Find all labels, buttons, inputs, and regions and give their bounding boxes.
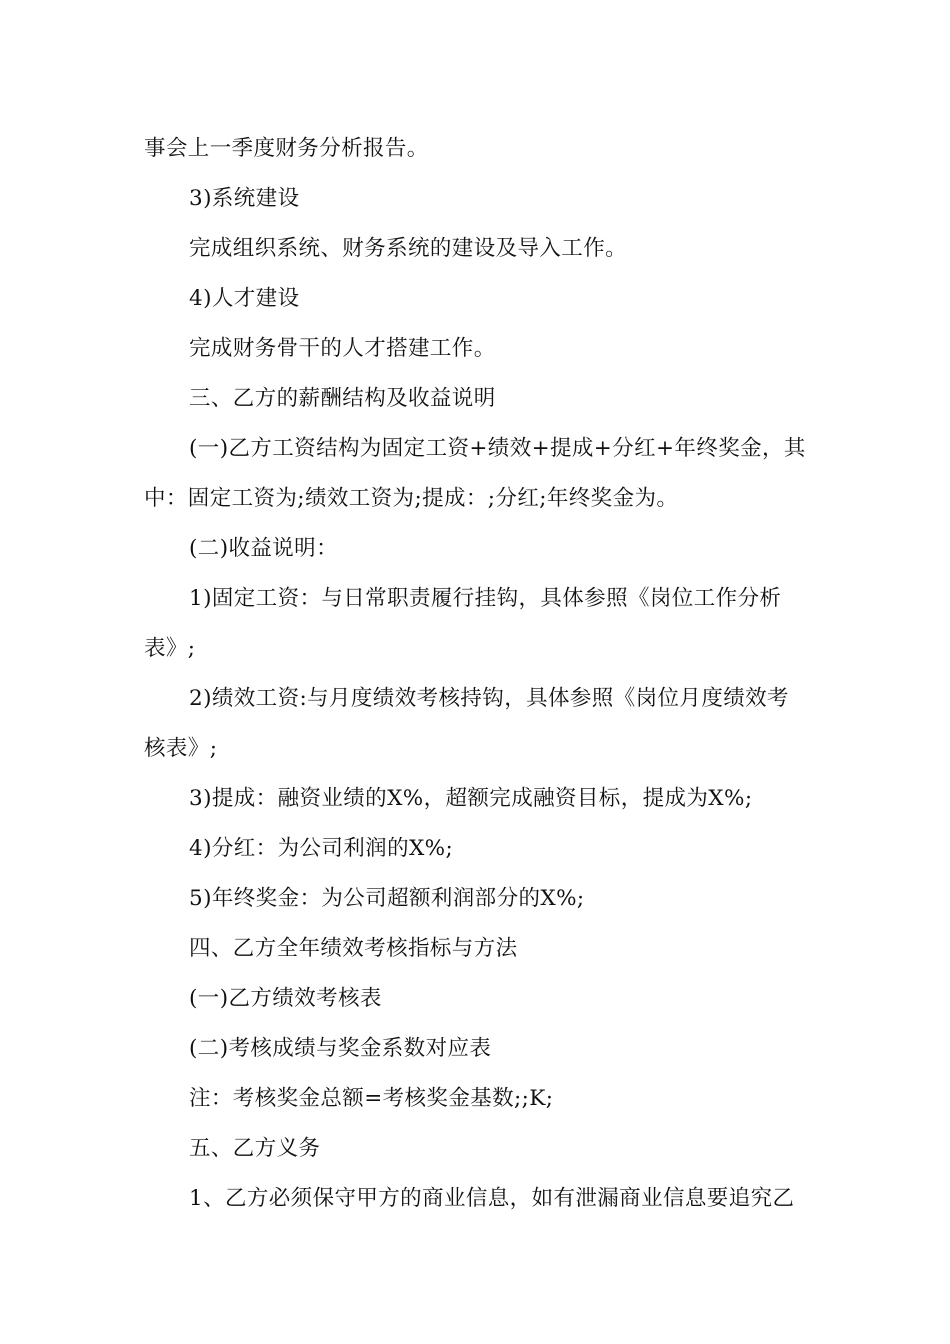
text-line: (一)乙方工资结构为固定工资+绩效+提成+分红+年终奖金，其 (189, 436, 806, 461)
text-line: 5)年终奖金：为公司超额利润部分的X%; (189, 886, 585, 911)
text-line: 3)系统建设 (189, 186, 300, 211)
text-line: 事会上一季度财务分析报告。 (144, 136, 429, 161)
section-heading: 三、乙方的薪酬结构及收益说明 (189, 386, 496, 411)
text-line: (二)考核成绩与奖金系数对应表 (189, 1036, 492, 1061)
text-line: (一)乙方绩效考核表 (189, 986, 382, 1011)
text-line: 完成组织系统、财务系统的建设及导入工作。 (189, 236, 628, 261)
text-line: 中：固定工资为;绩效工资为;提成：;分红;年终奖金为。 (144, 486, 679, 511)
text-line: 4)人才建设 (189, 286, 300, 311)
section-heading: 五、乙方义务 (189, 1136, 321, 1161)
text-line: 完成财务骨干的人才搭建工作。 (189, 336, 496, 361)
text-line: 注：考核奖金总额=考核奖金基数;;K; (189, 1086, 554, 1111)
section-heading: 四、乙方全年绩效考核指标与方法 (189, 936, 518, 961)
text-line: 1、乙方必须保守甲方的商业信息，如有泄漏商业信息要追究乙 (189, 1186, 795, 1211)
text-line: 1)固定工资：与日常职责履行挂钩，具体参照《岗位工作分析 (189, 586, 782, 611)
text-line: 表》; (144, 636, 196, 661)
text-line: 4)分红：为公司利润的X%; (189, 836, 454, 861)
text-line: (二)收益说明： (189, 536, 338, 561)
text-line: 2)绩效工资:与月度绩效考核持钩，具体参照《岗位月度绩效考 (189, 686, 789, 711)
text-line: 核表》; (144, 736, 218, 761)
text-line: 3)提成：融资业绩的X%，超额完成融资目标，提成为X%; (189, 786, 753, 811)
